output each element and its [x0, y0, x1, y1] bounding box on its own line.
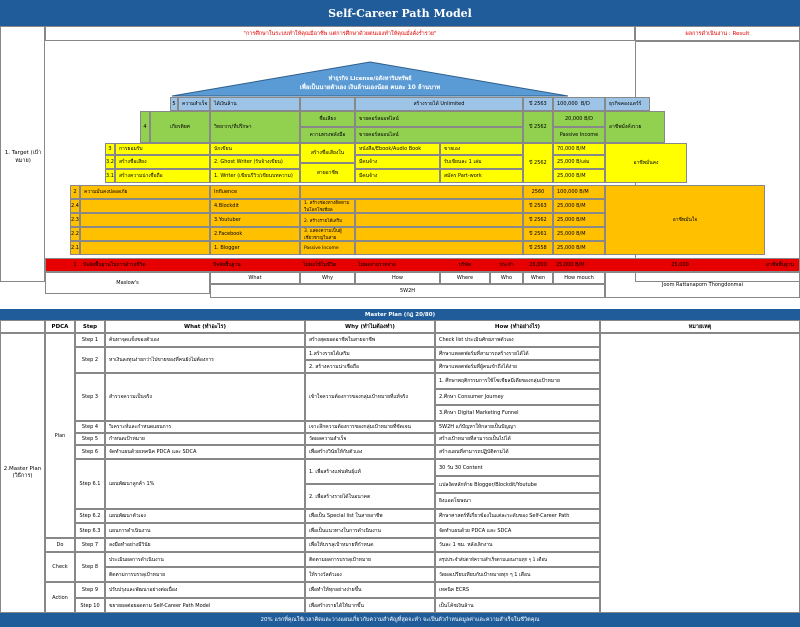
mp-plan: Plan	[45, 333, 75, 538]
tier5-side: ธุรกิจคองแดร์ร์	[605, 97, 650, 111]
tier1-unit: B/M	[575, 262, 585, 268]
tier4-c4a: ขายคอร์สออฟไลน์	[355, 111, 523, 127]
tier3-c1: การยอมรับ	[115, 143, 210, 155]
tier3-row2-unit: B/M	[576, 173, 586, 179]
roof-line1: ทำธุรกิจ License/อสังหาริมทรัพย์	[328, 76, 412, 82]
mp-row1-what: ค้นหาจุดแข็งของตัวเอง	[105, 333, 305, 347]
tier3-side: อาชีพมั่นคง	[605, 143, 687, 183]
tier3-num: 3	[105, 143, 115, 155]
tier2-row2-gap	[355, 213, 523, 227]
tier4-c3a: ชื่อเสียง	[300, 111, 355, 127]
tier2-row1-num: 2.4	[70, 199, 80, 213]
w2h-who: Who	[490, 272, 523, 284]
tier3-c2: นักเขียน	[210, 143, 300, 155]
mp-row8-what: แผนพัฒนาตัวเอง	[105, 509, 305, 523]
tier4-c2: วิทยากร/ที่ปรึกษา	[210, 111, 300, 143]
tier5-c4: สร้างรายได้ Unlimited	[355, 97, 523, 111]
w2h-author: Joom Rattanaporn Thongdonmai	[605, 272, 800, 298]
mp-row13-step: Step 10	[75, 598, 105, 613]
mp-row11-how: สรุปประจำสัปดาห์ความสำเร็จตามแผนงานทุก ๆ 1 เดือน	[435, 552, 600, 567]
mp-row9-what: แผนการดำเนินงาน	[105, 523, 305, 538]
roof-line2: เพื่อเป็นนายตัวเอง เงินล้านเองน้อย คนละ 10 ล้านบาท	[299, 84, 441, 91]
subtitle: "การศึกษาในระบบทำให้คุณมีอาชีพ แต่การศึกษาด้วยตนเองทำให้คุณมั่งคั่งร่ำรวย"	[45, 26, 635, 41]
mp-row3-why: เข้าใจความต้องการของกลุ่มเป้าหมายที่แท้จริง	[305, 373, 435, 421]
tier2-row4-num: 2.1	[70, 241, 80, 255]
tier1-year: 28,000	[529, 262, 547, 268]
tier5-amount-value: 100,000	[557, 101, 578, 107]
mp-side: 2.Master Plan (วิธีการ)	[0, 333, 45, 613]
tier2-row2-c2: 3.Youtuber	[210, 213, 300, 227]
tier1-amount-value: 25,000	[556, 262, 574, 268]
tier3-row2-amount	[553, 169, 605, 183]
mp-row7-why2: 2. เพื่อสร้างรายได้ในอนาคต	[305, 484, 435, 509]
tier3-c3a: สร้างชื่อเสียงใน	[300, 143, 355, 163]
tier3-row2-c4b: สมัคร Part-work	[440, 169, 523, 183]
tier3-row1-amount	[553, 155, 605, 169]
mp-row5-step: Step 5	[75, 433, 105, 445]
tier4-c4b: ขายคอร์สออนไลน์	[355, 127, 523, 143]
tier3-amount	[553, 143, 605, 155]
mp-row4-what: วิเคราะห์และกำหนดแผนการ	[105, 421, 305, 433]
tier2-row2-unit: B/M	[576, 217, 586, 223]
mp-row10-what: ลงมือทำอย่างมีวินัย	[105, 538, 305, 552]
mp-row7-how2: แปลงัดหลักท้าย Blogger/Blockdit/Youtube	[435, 476, 600, 493]
mp-row6-what: จัดทำแผนด้วยเทคนิค PDCA และ SDCA	[105, 445, 305, 459]
tier5-year: ปี 2563	[523, 97, 553, 111]
mp-row5-how: สร้างเป้าหมายที่สามารถเป็นไปได้	[435, 433, 600, 445]
tier2-row2-year: ปี 2562	[523, 213, 553, 227]
mp-row11-step: Step 8	[75, 552, 105, 582]
mp-row3-step: Step 3	[75, 373, 105, 421]
mp-row5-what: กำหนดเป้าหมาย	[105, 433, 305, 445]
w2h-howmuch: How mouch	[553, 272, 605, 284]
tier2-num: 2	[70, 185, 80, 199]
mp-row12-step: Step 9	[75, 582, 105, 598]
mp-row4-step: Step 4	[75, 421, 105, 433]
mp-h-why: Why (ทำไมต้องทำ)	[305, 320, 435, 333]
mp-row2-why2: 2. สร้างความน่าเชื่อถือ	[305, 360, 435, 373]
mp-h-how: How (ทำอย่างไร)	[435, 320, 600, 333]
mp-row11-what: ประเมินผลการดำเนินงาน	[105, 552, 305, 567]
tier5-unit: B/D	[580, 101, 590, 107]
mp-h-step: Step	[75, 320, 105, 333]
tier2-row3-year: ปี 2561	[523, 227, 553, 241]
tier3-unit: B/M	[576, 146, 586, 152]
tier3-row1-num: 3.2	[105, 155, 115, 169]
mp-check: Check	[45, 552, 75, 582]
tier1-num: 1	[73, 262, 77, 268]
mp-row12-what: ปรับปรุงและพัฒนาอย่างต่อเนื่อง	[105, 582, 305, 598]
mp-h-note: หมายเหตุ	[600, 320, 800, 333]
mp-row12-why: เพื่อทำให้ทุกอย่างง่ายขึ้น	[305, 582, 435, 598]
mp-row11-how2: วัดผลเปรียบเทียบกับเป้าหมายทุก ๆ 1 เดือน	[435, 567, 600, 582]
mp-row7-what: แผนพัฒนาลูกค้า 1%	[105, 459, 305, 509]
tier3-row1-c4b: รับเขียนละ 1 เล่ม	[440, 155, 523, 169]
tier1-c3: ไม่พอใช้ในชีวิต	[303, 262, 337, 268]
tier5-c1: ความสำเร็จ	[178, 97, 210, 111]
tier3-c3b: สายอาชีพ	[300, 163, 355, 183]
mp-row1-step: Step 1	[75, 333, 105, 347]
w2h-how: How	[355, 272, 440, 284]
tier2-row3-blank	[80, 227, 210, 241]
mp-row4-why: เจาะลึกความต้องการของกลุ่มเป้าหมายที่ชัดเจน	[305, 421, 435, 433]
mp-row7-step: Step 6.1	[75, 459, 105, 509]
tier2-row4-gap	[355, 241, 523, 255]
mp-row5-why: วัดผลความสำเร็จ	[305, 433, 435, 445]
mp-row10-why: เพื่อให้บรรลุเป้าหมายที่กำหนด	[305, 538, 435, 552]
mp-row2-step: Step 2	[75, 347, 105, 373]
tier2-side: อาชีพมั่นใจ	[605, 185, 765, 255]
mp-row1-how: Check list ประเมินศักยภาพตัวเอง	[435, 333, 600, 347]
tier2-row4-blank	[80, 241, 210, 255]
tier1-c4: ไม่พอจ่ายรายจ่าย	[358, 262, 396, 268]
mp-row8-how: ศึกษาศาสตร์ที่เกี่ยวข้องในแต่ละระดับของ Self-Career Path	[435, 509, 600, 523]
tier3-row1-c1: สร้างชื่อเสียง	[115, 155, 210, 169]
tier3-row2-c4a: มีคนจ้าง	[355, 169, 440, 183]
tier3-year: ปี 2562	[523, 143, 553, 183]
mp-row2-how: ศึกษาแพลตฟอร์มที่สามารถสร้างรายได้ได้	[435, 347, 600, 360]
tier2-amount-value: 100,000	[557, 189, 578, 195]
mp-row9-how: จัดทำแผนด้วย PDCA และ SDCA	[435, 523, 600, 538]
mp-row8-step: Step 6.2	[75, 509, 105, 523]
mp-action: Action	[45, 582, 75, 613]
tier2-row4-unit: B/M	[576, 245, 586, 251]
tier3-row2-amount-value: 25,000	[557, 173, 575, 179]
mp-row10-how: วันละ 1 ชม. หลังเลิกงาน	[435, 538, 600, 552]
mp-row3-how: 1. ศึกษาพฤติกรรมการใช้โซเชียลมีเดียของกลุ่มเป้าหมาย	[435, 373, 600, 389]
tier2-row2-c3: 2. สร้างรายได้เสริม	[300, 213, 355, 227]
page-title: Self-Career Path Model	[0, 0, 800, 26]
tier1-side: อาชีพพื้นฐาน	[765, 262, 795, 268]
tier3-row1-unit: B/เล่ม	[576, 159, 590, 165]
mp-row6-why: เพื่อสร้างวินัยให้กับตัวเอง	[305, 445, 435, 459]
mp-row12-how: เทคนิค ECRS	[435, 582, 600, 598]
tier3-row2-c1: สร้างความน่าเชื่อถือ	[115, 169, 210, 183]
mp-row10-step: Step 7	[75, 538, 105, 552]
mp-row7-how: 30 วัน 30 Content	[435, 459, 600, 476]
tier3-row1-c4a: มีคนจ้าง	[355, 155, 440, 169]
mp-row2-why: 1.สร้างรายได้เสริม	[305, 347, 435, 360]
tier3-c4: หนังสือ/Ebook/Audio Book	[355, 143, 440, 155]
tier2-row4-c3: Passive Income	[300, 241, 355, 255]
tier4-c1: เกียรติยศ	[150, 111, 210, 143]
tier5-amount	[553, 97, 605, 111]
tier2-row3-c2: 2.Facebook	[210, 227, 300, 241]
w2h-when: When	[523, 272, 553, 284]
mp-row3-how3: 3.ศึกษา Digital Marketing Funnel	[435, 405, 600, 421]
w2h-why: Why	[300, 272, 355, 284]
tier4-unit: B/D	[584, 116, 594, 122]
mp-do: Do	[45, 538, 75, 552]
w2h-where: Where	[440, 272, 490, 284]
w2h-what: What	[210, 272, 300, 284]
tier2-row1-c3: 1. สร้างช่องทางติดตามในโลกโซเชียล	[300, 199, 355, 213]
tier4-c3b: ความทรงพลังมือ	[300, 127, 355, 143]
result-header: ผลการดำเนินงาน : Result	[635, 26, 800, 41]
mp-row11-what2: ติดตามการบรรลุเป้าหมาย	[105, 567, 305, 582]
tier1-c1: ปัจจัยพื้นฐานในการดำรงชีวิต	[83, 262, 146, 268]
mp-row8-why: เพื่อเป็น Special list ในสายอาชีพ	[305, 509, 435, 523]
tier1-amount	[553, 258, 605, 272]
mp-row9-why: เพื่อเป็นแนวทางในการดำเนินงาน	[305, 523, 435, 538]
tier4-num: 4	[140, 111, 150, 143]
mp-row1-why: สร้างสุดยอดอาชีพในสายอาชีพ	[305, 333, 435, 347]
mp-row9-step: Step 6.3	[75, 523, 105, 538]
mp-corner	[0, 320, 45, 333]
tier2-row3-unit: B/M	[576, 231, 586, 237]
tier2-row3-gap	[355, 227, 523, 241]
target-label: 1. Target (เป้าหมาย)	[4, 150, 42, 164]
masterplan-band: Master Plan (กฎ 20/80)	[0, 309, 800, 320]
tier2-row4-amount	[553, 241, 605, 255]
mp-row3-what: สำรวจความเป็นจริง	[105, 373, 305, 421]
tier2-blank	[300, 185, 523, 199]
mp-h-what: What (ทำอะไร)	[105, 320, 305, 333]
tier2-row3-amount-value: 25,000	[557, 231, 575, 237]
tier2-row3-num: 2.2	[70, 227, 80, 241]
tier2-row1-year: ปี 2563	[523, 199, 553, 213]
tier2-year: 2560	[523, 185, 553, 199]
tier2-row3-amount	[553, 227, 605, 241]
mp-row2-what: หาเงินลงทุนง่ายกว่าไปขายของที่คนยังไม่ต้องการ	[105, 347, 305, 373]
mp-row13-why: เพื่อสร้างรายได้ให้มากขึ้น	[305, 598, 435, 613]
tier2-row4-amount-value: 25,000	[557, 245, 575, 251]
tier2-amount	[553, 185, 605, 199]
tier3-row1-c2: 2. Ghost Writer (รับจ้างเขียน)	[210, 155, 300, 169]
mp-h-pdca: PDCA	[45, 320, 75, 333]
tier3-c4x: ขายเอง	[440, 143, 523, 155]
tier2-unit: B/M	[579, 189, 589, 195]
tier2-row2-amount	[553, 213, 605, 227]
tier2-c1: ความมั่นคงปลอดภัย	[80, 185, 210, 199]
tier4-side: อาชีพมั่งคั่งรวย	[605, 111, 665, 143]
mp-row11-why: ติดตามผลการบรรลุเป้าหมาย	[305, 552, 435, 567]
mp-row13-what: ขยายผลต่อยอดตาม Self-Career Path Model	[105, 598, 305, 613]
tier1-c5: บริษัท	[458, 262, 472, 268]
w2h-label: 5W2H	[210, 284, 605, 298]
mp-row3-how2: 2.ศึกษา Consumer Journey	[435, 389, 600, 405]
mp-note-column	[600, 333, 800, 613]
tier3-row2-c2: 1. Writer (เขียนรีวิว/เขียนบทความ)	[210, 169, 300, 183]
w2h-maslow: Maslow's	[45, 272, 210, 294]
target-cell	[0, 26, 45, 282]
mp-row6-how: สร้างแผนที่สามารถปฏิบัติตามได้	[435, 445, 600, 459]
footer-note: 20% แรกที่คุณใช้เวลาคิดและวางแผนเกี่ยวกับความสำคัญที่สุดจะทำ จะเป็นตัวกำหนดมูลค่าและความสำเร็จในชีวิตคุณ	[0, 613, 800, 627]
tier3-row1-amount-value: 25,000	[557, 159, 575, 165]
tier2-row2-amount-value: 25,000	[557, 217, 575, 223]
mp-row2-how2: ศึกษาแพลตฟอร์มที่ผู้คนเข้าถึงได้ง่าย	[435, 360, 600, 373]
tier1-c6: ประจำ	[499, 262, 514, 268]
tier2-row1-amount	[553, 199, 605, 213]
tier4-year: ปี 2562	[523, 111, 553, 143]
tier3-amount-value: 70,000	[557, 146, 575, 152]
tier4-amount-value: 20,000	[564, 116, 583, 122]
mp-row13-how: เป็นโค้ชเงินล้าน	[435, 598, 600, 613]
tier2-row1-amount-value: 25,000	[557, 203, 575, 209]
tier1-x: 25,000	[671, 262, 689, 268]
tier2-row2-blank	[80, 213, 210, 227]
mp-row6-step: Step 6	[75, 445, 105, 459]
tier2-row1-unit: B/M	[576, 203, 586, 209]
tier4-passive: Passive Income	[553, 127, 605, 143]
tier2-row1-c2: 4.Blockdit	[210, 199, 300, 213]
tier5-num: 5	[170, 97, 178, 111]
tier2-row4-year: ปี 2558	[523, 241, 553, 255]
tier2-row1-blank	[80, 199, 210, 213]
tier1-c2: ปัจจัยพื้นฐาน	[213, 262, 241, 268]
tier2-row2-num: 2.3	[70, 213, 80, 227]
tier2-row4-c2: 1. Blogger	[210, 241, 300, 255]
mp-row7-how3: ยิงแอดโฆษณา	[435, 493, 600, 509]
tier2-c2: Influence	[210, 185, 300, 199]
mp-row7-why: 1. เพื่อสร้างแฟนพันธุ์แท้	[305, 459, 435, 484]
tier3-row2-num: 3.1	[105, 169, 115, 183]
tier5-c3	[300, 97, 355, 111]
mp-row4-how: 5W2H แก้ปัญหาให้กลายเป็นปัญญา	[435, 421, 600, 433]
tier2-row1-gap	[355, 199, 523, 213]
tier2-row3-c3: 3. แสดงความเป็นผู้เชี่ยวชาญในสาย	[300, 227, 355, 241]
mp-row11-why2: ให้รางวัลตัวเอง	[305, 567, 435, 582]
tier5-c2: ได้เงินล้าน	[210, 97, 300, 111]
tier4-amount	[553, 111, 605, 127]
